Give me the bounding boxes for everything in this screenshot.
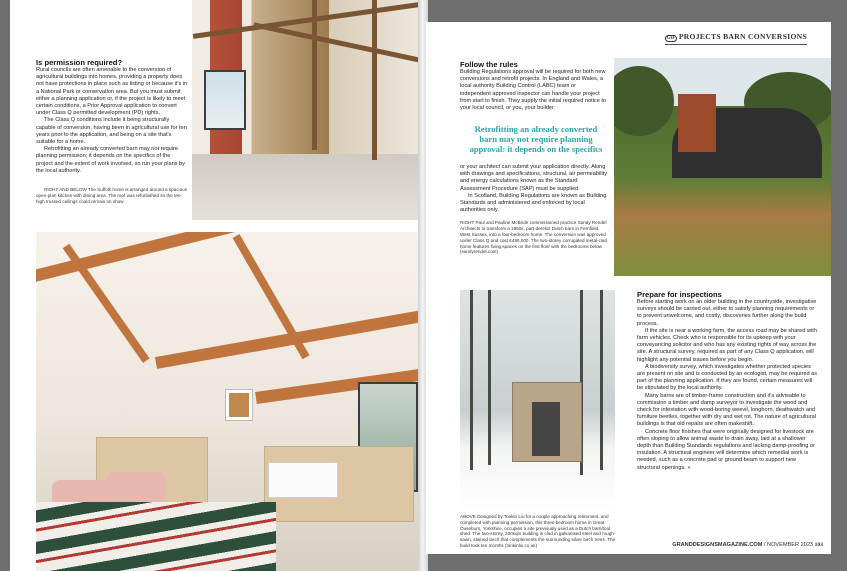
rules-column (460, 60, 608, 112)
permission-paragraph: Rural councils are often amenable to the conversion of agricultural buildings into homes, providing a property does not have protections in place such as listing or because it's in a National Park or conservation area. But you must submit either a planning application or, if the project is likely to meet certain conditions, a Prior Approval application to convert under Class Q permitted development (PD) rights. (36, 67, 188, 117)
permission-paragraph: The Class Q conditions include it being structurally capable of conversion, having been in agricultural use for ten years prior to the application, and being on a site that's suitable for a home. (36, 117, 187, 146)
metal-barn-photo (614, 58, 831, 276)
inspections-paragraph: Before starting work on an older building in the countryside, investigative surveys should be carried out, either to satisfy planning requirements or to prevent unwelcome, and costly, discoveries further along the build process. (637, 299, 817, 327)
header-rule (665, 44, 807, 45)
right-page (426, 22, 831, 554)
inspections-column (637, 290, 819, 472)
bedroom-photo (36, 232, 420, 571)
inspections-paragraph: Concrete floor finishes that were originally designed for livestock are often sloping to allow animal waste to drain away, laid at a shallower depth than Building Standards regulations and lacking damp-proofing or insulation. A structural engineer will determine which remedial work is needed, such as a concrete pad or ground beam to support new structural openings. » (637, 428, 815, 471)
inspections-paragraph: If the site is near a working farm, the access road may be shared with farm vehicles. Check who is responsible for its upkeep with your conveyancing solicitor and who has any existing rights of way across the site. A structural survey, required as part of any Class Q application, will highlight any potential issues before you begin. (637, 327, 817, 363)
pillow (106, 472, 166, 502)
post (372, 0, 377, 160)
rafter (36, 232, 420, 284)
birch-trunk (600, 290, 603, 470)
snow-photo-caption: ABOVE Designed by Tonkin Liu for a couple approaching retirement, and completed with planning permission, this three-bedroom home in Great Ouseburn, Yorkshire, occupies a site previously used as a Dutch barn/tool shed. The two-storey, 200sqm building is clad in galvanised steel and rough-sawn, stained larch that complements the surrounding silver birch trees. The build took ten months (tonkinliu.co.uk) (460, 514, 616, 548)
rules-paragraph: Building Regulations approval will be required for both new conversions and retrofit projects. In England and Wales, a local authority Building Control (LABC) team or independent approved inspector can handle your project from start to finish. They supply the initial required notice to your local council, or you, your builder (460, 69, 607, 112)
rusted-tower (678, 94, 716, 152)
post (312, 0, 317, 150)
rafter (155, 305, 420, 369)
inspections-heading: Prepare for inspections (637, 290, 722, 299)
magazine-url: GRANDDESIGNSMAGAZINE.COM (672, 542, 763, 548)
permission-heading: Is permission required? (36, 58, 123, 67)
house-door (532, 402, 560, 456)
left-page (10, 0, 420, 571)
permission-column (36, 58, 188, 204)
issue-date: / NOVEMBER 2023 (763, 542, 814, 548)
rules-heading: Follow the rules (460, 60, 518, 69)
bed-blanket (36, 502, 276, 571)
snow-house-photo (460, 290, 615, 510)
permission-paragraph: Retrofitting an already converted barn may not require planning permission; it depends on the specifics of the project and the extent of work involved, so run your plans by the local authority. (36, 146, 185, 174)
barn-kitchen-photo (192, 0, 420, 220)
glazed-door (204, 70, 246, 130)
inspections-paragraph: A biodiversity survey, which investigates whether protected species are present on site and is conducted by an ecologist, may be required as part of the planning application. If they are found, certain measures will be stipulated by the local authority. (637, 363, 818, 392)
rules-column-cont (460, 164, 608, 255)
birch-trunk (470, 290, 473, 470)
rules-paragraph: In Scotland, Building Regulations are known as Building Standards and administered and enforced by local authorities only. (460, 192, 607, 214)
pull-quote: Retrofitting an already converted barn may not require planning approval: it depends on the specifics (469, 124, 603, 154)
photo-caption: RIGHT AND BELOW The Suffolk home is arranged around a spacious open-plan kitchen with dining area. The roof was refurbished so the ten-high trussed ceilings could remain on show (36, 187, 187, 204)
birch-trunk (488, 290, 491, 465)
roof-beam (253, 22, 420, 62)
page-number: 103 (814, 542, 823, 548)
wall-art (226, 390, 252, 420)
rules-paragraph: or your architect can submit your application directly. Along with drawings and specifications, structural, air permeability and energy calculations known as the Standard Assessment Procedure (SAP) must be supplied. (460, 164, 608, 192)
bathtub (268, 462, 338, 498)
tree (614, 66, 674, 136)
section-tag (665, 32, 807, 42)
magazine-logo-icon: GD (666, 36, 675, 41)
folio (672, 542, 823, 548)
inspections-paragraph: Many barns are of timber-frame construction and it's advisable to commission a timber and damp surveyor to investigate the wood and check for infestation with wood-boring weevil, longhorn, deathwatch and furniture beetles, together with dry and wet rot. The nature of agricultural buildings is that old repairs are often makeshift. (637, 392, 816, 428)
photo-caption: RIGHT Paul and Pauline McBride commissioned practice Sandy Rendel Architects to transform a 1950s, part-derelict Dutch barn in Fernfield, West Sussex, into a four-bedroom home. The conversion was approved under Class Q and cost £496,000. The two-storey corrugated metal-clad home features living spaces on the first floor with the bedrooms below (sandyrendel.com) (460, 220, 607, 255)
section-label: PROJECTS BARN CONVERSIONS (678, 32, 807, 41)
